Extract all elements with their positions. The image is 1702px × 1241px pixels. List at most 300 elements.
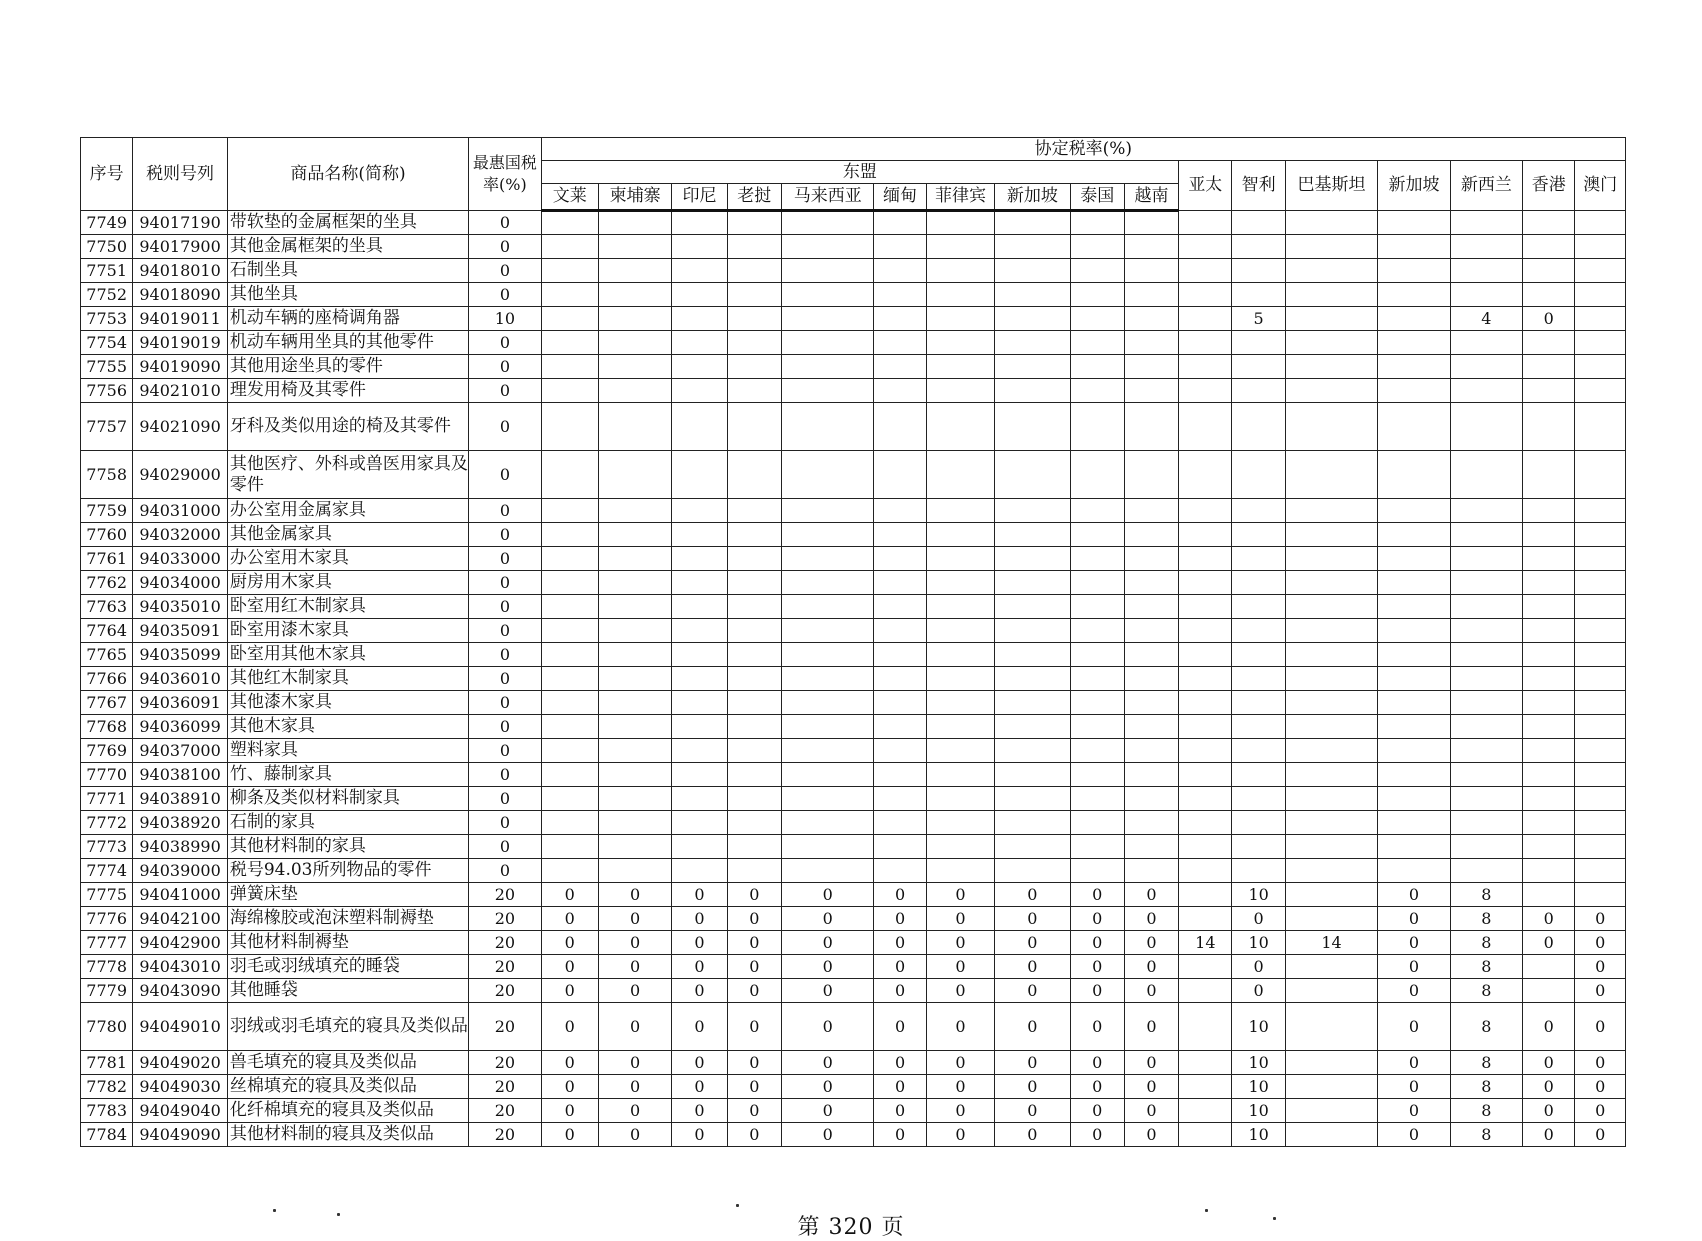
cell-asean-rate [995, 835, 1070, 859]
cell-agreement-rate [1285, 763, 1378, 787]
header-other-0: 亚太 [1179, 161, 1232, 211]
cell-seq: 7773 [81, 835, 133, 859]
cell-name: 其他材料制的家具 [227, 835, 468, 859]
cell-asean-rate [598, 571, 671, 595]
cell-seq: 7774 [81, 859, 133, 883]
table-row [81, 523, 1626, 547]
cell-name: 理发用椅及其零件 [227, 379, 468, 403]
cell-agreement-rate [1575, 211, 1626, 235]
cell-mfn: 20 [469, 1123, 541, 1147]
cell-asean-rate [1124, 355, 1178, 379]
cell-agreement-rate [1232, 859, 1285, 883]
cell-agreement-rate [1575, 643, 1626, 667]
cell-agreement-rate [1450, 259, 1522, 283]
cell-mfn: 20 [469, 1051, 541, 1075]
cell-asean-rate: 0 [1124, 979, 1178, 1003]
cell-asean-rate [598, 619, 671, 643]
cell-name: 石制的家具 [227, 811, 468, 835]
cell-asean-rate [995, 403, 1070, 451]
cell-asean-rate: 0 [727, 1099, 781, 1123]
cell-asean-rate [541, 859, 598, 883]
cell-asean-rate [874, 835, 926, 859]
cell-agreement-rate [1450, 739, 1522, 763]
cell-name: 办公室用金属家具 [227, 499, 468, 523]
table-row [81, 643, 1626, 667]
cell-code: 94019019 [133, 331, 228, 355]
cell-asean-rate [995, 499, 1070, 523]
cell-agreement-rate [1575, 715, 1626, 739]
table-row [81, 1051, 1626, 1075]
cell-agreement-rate [1378, 307, 1450, 331]
cell-agreement-rate [1179, 451, 1232, 499]
cell-agreement-rate [1450, 691, 1522, 715]
cell-agreement-rate: 0 [1378, 979, 1450, 1003]
cell-asean-rate [1124, 499, 1178, 523]
cell-agreement-rate [1575, 523, 1626, 547]
cell-code: 94032000 [133, 523, 228, 547]
cell-asean-rate [995, 451, 1070, 499]
cell-asean-rate [1124, 307, 1178, 331]
cell-seq: 7784 [81, 1123, 133, 1147]
cell-agreement-rate [1179, 499, 1232, 523]
cell-asean-rate: 0 [781, 1099, 874, 1123]
cell-agreement-rate [1450, 211, 1522, 235]
cell-asean-rate [1070, 235, 1124, 259]
cell-agreement-rate [1575, 571, 1626, 595]
cell-name: 其他睡袋 [227, 979, 468, 1003]
cell-asean-rate [874, 595, 926, 619]
cell-asean-rate [781, 595, 874, 619]
cell-asean-rate [672, 643, 727, 667]
cell-mfn: 0 [469, 859, 541, 883]
cell-asean-rate [995, 595, 1070, 619]
cell-asean-rate [1070, 859, 1124, 883]
cell-code: 94021010 [133, 379, 228, 403]
cell-agreement-rate [1179, 547, 1232, 571]
cell-asean-rate [995, 331, 1070, 355]
cell-agreement-rate: 0 [1575, 931, 1626, 955]
cell-asean-rate: 0 [995, 907, 1070, 931]
cell-asean-rate [1070, 715, 1124, 739]
cell-agreement-rate [1523, 787, 1575, 811]
cell-asean-rate [926, 307, 994, 331]
cell-asean-rate [781, 331, 874, 355]
cell-asean-rate [598, 523, 671, 547]
cell-agreement-rate: 0 [1575, 1051, 1626, 1075]
cell-agreement-rate [1285, 547, 1378, 571]
cell-asean-rate [874, 547, 926, 571]
cell-asean-rate [541, 595, 598, 619]
cell-agreement-rate: 0 [1378, 1123, 1450, 1147]
cell-agreement-rate: 10 [1232, 1003, 1285, 1051]
cell-asean-rate: 0 [995, 979, 1070, 1003]
cell-asean-rate: 0 [1124, 1123, 1178, 1147]
table-row [81, 307, 1626, 331]
cell-agreement-rate: 8 [1450, 979, 1522, 1003]
cell-agreement-rate [1285, 331, 1378, 355]
cell-asean-rate [926, 571, 994, 595]
cell-asean-rate: 0 [781, 979, 874, 1003]
cell-asean-rate [926, 451, 994, 499]
cell-seq: 7777 [81, 931, 133, 955]
cell-asean-rate [1070, 739, 1124, 763]
cell-asean-rate [1070, 787, 1124, 811]
cell-asean-rate: 0 [995, 1003, 1070, 1051]
cell-asean-rate [672, 403, 727, 451]
cell-mfn: 0 [469, 379, 541, 403]
cell-mfn: 0 [469, 811, 541, 835]
cell-asean-rate: 0 [926, 955, 994, 979]
cell-asean-rate: 0 [727, 907, 781, 931]
cell-asean-rate: 0 [874, 1099, 926, 1123]
cell-asean-rate [995, 283, 1070, 307]
cell-agreement-rate [1450, 451, 1522, 499]
cell-agreement-rate [1179, 691, 1232, 715]
cell-code: 94035010 [133, 595, 228, 619]
cell-asean-rate [874, 763, 926, 787]
cell-asean-rate [781, 763, 874, 787]
header-code: 税则号列 [133, 138, 228, 211]
cell-agreement-rate: 0 [1523, 307, 1575, 331]
cell-asean-rate [672, 499, 727, 523]
cell-agreement-rate [1523, 403, 1575, 451]
cell-name: 厨房用木家具 [227, 571, 468, 595]
header-agreement: 协定税率(%) [541, 138, 1625, 161]
cell-asean-rate: 0 [727, 955, 781, 979]
cell-agreement-rate [1285, 571, 1378, 595]
cell-asean-rate [727, 259, 781, 283]
cell-agreement-rate [1179, 787, 1232, 811]
cell-code: 94043090 [133, 979, 228, 1003]
cell-agreement-rate [1523, 979, 1575, 1003]
cell-asean-rate [874, 523, 926, 547]
table-row [81, 571, 1626, 595]
cell-agreement-rate [1523, 811, 1575, 835]
cell-agreement-rate [1575, 619, 1626, 643]
cell-agreement-rate [1285, 883, 1378, 907]
cell-agreement-rate [1523, 283, 1575, 307]
cell-asean-rate [781, 355, 874, 379]
cell-asean-rate: 0 [598, 1075, 671, 1099]
cell-agreement-rate [1523, 691, 1575, 715]
cell-asean-rate [1070, 763, 1124, 787]
cell-asean-rate: 0 [1124, 1003, 1178, 1051]
cell-agreement-rate [1450, 547, 1522, 571]
cell-agreement-rate: 0 [1378, 883, 1450, 907]
cell-agreement-rate: 0 [1575, 1075, 1626, 1099]
table-row [81, 235, 1626, 259]
cell-asean-rate [672, 691, 727, 715]
cell-asean-rate [781, 547, 874, 571]
cell-asean-rate [541, 307, 598, 331]
cell-asean-rate [1070, 211, 1124, 235]
cell-asean-rate [1070, 811, 1124, 835]
cell-agreement-rate [1232, 643, 1285, 667]
cell-asean-rate [1124, 211, 1178, 235]
cell-asean-rate: 0 [781, 1051, 874, 1075]
cell-asean-rate: 0 [1070, 1003, 1124, 1051]
cell-agreement-rate [1575, 859, 1626, 883]
cell-asean-rate [598, 763, 671, 787]
cell-name: 机动车辆的座椅调角器 [227, 307, 468, 331]
cell-agreement-rate: 8 [1450, 1075, 1522, 1099]
cell-asean-rate: 0 [1124, 1051, 1178, 1075]
cell-agreement-rate [1285, 595, 1378, 619]
cell-asean-rate [1070, 403, 1124, 451]
cell-mfn: 0 [469, 259, 541, 283]
cell-asean-rate [874, 571, 926, 595]
cell-agreement-rate [1232, 811, 1285, 835]
cell-agreement-rate [1232, 787, 1285, 811]
cell-agreement-rate: 0 [1232, 907, 1285, 931]
cell-agreement-rate [1285, 259, 1378, 283]
cell-asean-rate [1070, 571, 1124, 595]
table-row [81, 499, 1626, 523]
cell-agreement-rate [1232, 235, 1285, 259]
cell-asean-rate [926, 691, 994, 715]
cell-asean-rate: 0 [1124, 1075, 1178, 1099]
cell-agreement-rate [1450, 283, 1522, 307]
header-asean: 东盟 [541, 161, 1179, 184]
cell-agreement-rate: 8 [1450, 883, 1522, 907]
cell-code: 94037000 [133, 739, 228, 763]
cell-agreement-rate [1285, 643, 1378, 667]
cell-agreement-rate: 0 [1523, 1051, 1575, 1075]
cell-asean-rate [727, 643, 781, 667]
cell-asean-rate [598, 787, 671, 811]
table-row [81, 1123, 1626, 1147]
cell-asean-rate [874, 667, 926, 691]
cell-asean-rate [672, 211, 727, 235]
cell-agreement-rate [1285, 283, 1378, 307]
cell-seq: 7753 [81, 307, 133, 331]
cell-agreement-rate [1378, 211, 1450, 235]
cell-asean-rate [995, 355, 1070, 379]
cell-asean-rate [995, 667, 1070, 691]
cell-asean-rate [727, 667, 781, 691]
cell-mfn: 0 [469, 571, 541, 595]
cell-asean-rate [874, 859, 926, 883]
cell-mfn: 0 [469, 523, 541, 547]
cell-asean-rate [727, 595, 781, 619]
cell-asean-rate [781, 787, 874, 811]
cell-name: 塑料家具 [227, 739, 468, 763]
cell-asean-rate [926, 379, 994, 403]
table-row [81, 595, 1626, 619]
cell-asean-rate [672, 811, 727, 835]
cell-asean-rate [541, 835, 598, 859]
cell-asean-rate [1070, 547, 1124, 571]
cell-agreement-rate [1285, 523, 1378, 547]
cell-asean-rate: 0 [781, 1075, 874, 1099]
header-mfn: 最惠国税率(%) [469, 138, 541, 211]
header-seq: 序号 [81, 138, 133, 211]
cell-asean-rate: 0 [926, 1123, 994, 1147]
cell-asean-rate: 0 [727, 1075, 781, 1099]
cell-agreement-rate [1575, 499, 1626, 523]
cell-name: 丝棉填充的寝具及类似品 [227, 1075, 468, 1099]
cell-name: 卧室用漆木家具 [227, 619, 468, 643]
cell-mfn: 0 [469, 691, 541, 715]
cell-agreement-rate [1450, 667, 1522, 691]
cell-code: 94049040 [133, 1099, 228, 1123]
cell-agreement-rate [1450, 763, 1522, 787]
cell-agreement-rate [1450, 331, 1522, 355]
cell-agreement-rate [1232, 571, 1285, 595]
cell-agreement-rate: 0 [1523, 1123, 1575, 1147]
cell-agreement-rate [1523, 643, 1575, 667]
cell-agreement-rate [1179, 379, 1232, 403]
cell-asean-rate: 0 [781, 1003, 874, 1051]
cell-asean-rate: 0 [1124, 1099, 1178, 1123]
cell-asean-rate [672, 595, 727, 619]
cell-seq: 7782 [81, 1075, 133, 1099]
table-row [81, 931, 1626, 955]
cell-asean-rate [874, 715, 926, 739]
cell-agreement-rate [1232, 403, 1285, 451]
cell-agreement-rate [1232, 355, 1285, 379]
cell-agreement-rate [1378, 499, 1450, 523]
cell-agreement-rate [1378, 331, 1450, 355]
cell-name: 其他医疗、外科或兽医用家具及零件 [227, 451, 468, 499]
cell-asean-rate [1070, 451, 1124, 499]
table-row [81, 547, 1626, 571]
cell-asean-rate [926, 211, 994, 235]
cell-agreement-rate: 10 [1232, 883, 1285, 907]
cell-asean-rate [874, 259, 926, 283]
cell-asean-rate [672, 547, 727, 571]
cell-agreement-rate [1523, 547, 1575, 571]
cell-mfn: 10 [469, 307, 541, 331]
cell-asean-rate [672, 451, 727, 499]
cell-agreement-rate [1450, 523, 1522, 547]
cell-asean-rate: 0 [727, 931, 781, 955]
cell-agreement-rate: 14 [1179, 931, 1232, 955]
cell-agreement-rate: 0 [1575, 955, 1626, 979]
cell-asean-rate: 0 [672, 1123, 727, 1147]
cell-mfn: 0 [469, 619, 541, 643]
header-name: 商品名称(简称) [227, 138, 468, 211]
cell-asean-rate [541, 691, 598, 715]
cell-agreement-rate [1232, 211, 1285, 235]
cell-asean-rate [1070, 307, 1124, 331]
cell-agreement-rate [1575, 547, 1626, 571]
cell-asean-rate [727, 307, 781, 331]
cell-asean-rate [926, 595, 994, 619]
cell-asean-rate: 0 [781, 907, 874, 931]
cell-agreement-rate [1523, 859, 1575, 883]
cell-agreement-rate: 0 [1378, 907, 1450, 931]
cell-asean-rate [1124, 739, 1178, 763]
cell-asean-rate [874, 379, 926, 403]
cell-agreement-rate [1232, 667, 1285, 691]
cell-code: 94035091 [133, 619, 228, 643]
tariff-table [80, 137, 1626, 1147]
cell-asean-rate [672, 859, 727, 883]
cell-asean-rate: 0 [1070, 1123, 1124, 1147]
cell-asean-rate [727, 379, 781, 403]
cell-asean-rate: 0 [541, 1003, 598, 1051]
cell-agreement-rate: 10 [1232, 1099, 1285, 1123]
cell-asean-rate [541, 667, 598, 691]
cell-agreement-rate [1179, 571, 1232, 595]
cell-asean-rate [598, 811, 671, 835]
cell-agreement-rate [1179, 1051, 1232, 1075]
cell-asean-rate [1070, 355, 1124, 379]
cell-agreement-rate: 0 [1232, 979, 1285, 1003]
cell-asean-rate: 0 [598, 1099, 671, 1123]
cell-asean-rate [1124, 547, 1178, 571]
cell-seq: 7769 [81, 739, 133, 763]
cell-seq: 7754 [81, 331, 133, 355]
cell-code: 94035099 [133, 643, 228, 667]
cell-agreement-rate: 14 [1285, 931, 1378, 955]
cell-agreement-rate [1232, 835, 1285, 859]
cell-agreement-rate [1179, 619, 1232, 643]
cell-name: 海绵橡胶或泡沫塑料制褥垫 [227, 907, 468, 931]
cell-agreement-rate [1523, 715, 1575, 739]
cell-name: 牙科及类似用途的椅及其零件 [227, 403, 468, 451]
cell-asean-rate: 0 [926, 1099, 994, 1123]
cell-seq: 7780 [81, 1003, 133, 1051]
cell-asean-rate [727, 787, 781, 811]
cell-code: 94031000 [133, 499, 228, 523]
cell-agreement-rate [1575, 307, 1626, 331]
cell-asean-rate: 0 [541, 955, 598, 979]
cell-agreement-rate: 8 [1450, 931, 1522, 955]
header-other-2: 巴基斯坦 [1285, 161, 1378, 211]
cell-agreement-rate [1179, 883, 1232, 907]
cell-agreement-rate [1450, 715, 1522, 739]
cell-asean-rate [727, 859, 781, 883]
cell-mfn: 0 [469, 715, 541, 739]
cell-code: 94042900 [133, 931, 228, 955]
cell-agreement-rate [1285, 1051, 1378, 1075]
cell-asean-rate [1124, 715, 1178, 739]
cell-name: 柳条及类似材料制家具 [227, 787, 468, 811]
cell-asean-rate [1070, 523, 1124, 547]
cell-asean-rate [541, 571, 598, 595]
cell-asean-rate [995, 523, 1070, 547]
cell-asean-rate [672, 331, 727, 355]
cell-asean-rate: 0 [1070, 1075, 1124, 1099]
cell-asean-rate [727, 403, 781, 451]
cell-agreement-rate [1450, 571, 1522, 595]
table-row [81, 883, 1626, 907]
cell-asean-rate [598, 403, 671, 451]
cell-asean-rate [598, 667, 671, 691]
header-other-3: 新加坡 [1378, 161, 1450, 211]
cell-seq: 7766 [81, 667, 133, 691]
cell-asean-rate [727, 499, 781, 523]
cell-name: 其他材料制褥垫 [227, 931, 468, 955]
cell-agreement-rate [1378, 739, 1450, 763]
cell-agreement-rate [1378, 355, 1450, 379]
cell-agreement-rate: 0 [1378, 931, 1450, 955]
cell-asean-rate [672, 235, 727, 259]
cell-asean-rate [781, 739, 874, 763]
table-row [81, 667, 1626, 691]
cell-asean-rate [926, 811, 994, 835]
table-row [81, 739, 1626, 763]
cell-agreement-rate [1179, 1075, 1232, 1099]
cell-agreement-rate [1285, 499, 1378, 523]
cell-asean-rate [1124, 259, 1178, 283]
cell-asean-rate [541, 499, 598, 523]
cell-mfn: 20 [469, 979, 541, 1003]
header-asean-5: 缅甸 [874, 184, 926, 211]
table-row [81, 907, 1626, 931]
